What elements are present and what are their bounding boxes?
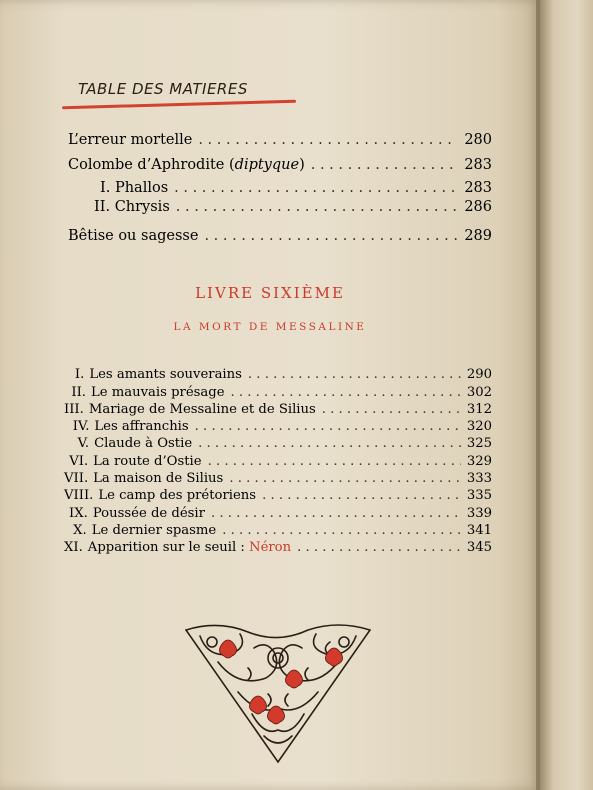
toc-entry: [68, 228, 492, 244]
chapter-title-text: La route d’Ostie: [93, 454, 202, 469]
chapter-page-number: 341: [466, 523, 492, 538]
dot-leader: [231, 385, 461, 400]
chapter-entry: [64, 540, 492, 555]
header-rule: [62, 100, 296, 110]
chapter-numeral: VII.: [64, 471, 89, 486]
toc-entry-title: Bêtise ou sagesse: [68, 228, 199, 244]
dot-leader: [198, 436, 461, 451]
toc-entry-title: [94, 199, 170, 215]
toc-entry-numeral: I.: [100, 180, 111, 196]
chapter-page-number: 302: [466, 385, 492, 400]
chapter-page-number: 339: [466, 506, 492, 521]
chapter-numeral: III.: [64, 402, 84, 417]
toc-page-number: 283: [464, 157, 492, 173]
dot-leader: [204, 228, 458, 244]
dot-leader: [229, 471, 461, 486]
book-section-subtitle: LA MORT DE MESSALINE: [173, 321, 367, 333]
chapter-title: [89, 367, 242, 382]
chapter-page-number: 290: [466, 367, 492, 382]
adjacent-page-edge: [540, 0, 593, 790]
chapter-page-number: 325: [466, 436, 492, 451]
chapter-entry: [64, 506, 492, 521]
chapter-page-number: 329: [466, 454, 492, 469]
chapter-numeral: IV.: [72, 419, 90, 434]
dot-leader: [208, 454, 461, 469]
chapter-entry: [64, 454, 492, 469]
toc-entry-title: L’erreur mortelle: [68, 132, 193, 148]
dot-leader: [311, 157, 459, 173]
chapter-entry: [64, 419, 492, 434]
chapter-title-text: Les affranchis: [94, 419, 189, 434]
chapter-title: [93, 454, 201, 469]
chapter-numeral: VIII.: [64, 488, 94, 503]
chapter-entry: [64, 471, 492, 486]
toc-page-number: 289: [464, 228, 492, 244]
chapter-numeral: X.: [73, 523, 87, 538]
toc-entry: [68, 132, 492, 148]
chapter-title: [94, 436, 192, 451]
chapter-title-rubric: Néron: [249, 540, 292, 555]
chapter-numeral: IX.: [69, 506, 88, 521]
dot-leader: [297, 540, 461, 555]
dot-leader: [174, 180, 458, 196]
chapter-entry: [64, 367, 492, 382]
toc-page-number: 286: [464, 199, 492, 215]
chapter-page-number: 345: [466, 540, 492, 555]
chapter-title-text: Claude à Ostie: [94, 436, 193, 451]
chapter-title-text: Poussée de désir: [92, 506, 205, 521]
chapter-title: [92, 523, 216, 538]
chapter-title: [91, 385, 225, 400]
toc-page-number: 283: [464, 180, 492, 196]
toc-entry-title-text: Colombe d’Aphrodite (: [68, 157, 235, 173]
dot-leader: [248, 367, 461, 382]
dot-leader: [195, 419, 461, 434]
chapter-title: [93, 506, 205, 521]
dot-leader: [176, 199, 459, 215]
chapter-numeral: XI.: [64, 540, 83, 555]
dot-leader: [222, 523, 461, 538]
dot-leader: [262, 488, 461, 503]
toc-entry-title: [100, 180, 168, 196]
chapter-numeral: V.: [77, 436, 90, 451]
chapter-numeral: I.: [74, 367, 85, 382]
toc-entry: [68, 157, 492, 173]
chapter-page-number: 333: [466, 471, 492, 486]
toc-entry-numeral: II.: [94, 199, 111, 215]
chapter-entry: [64, 488, 492, 503]
chapter-entry: [64, 436, 492, 451]
chapter-title: [89, 402, 316, 417]
toc-entry-title-end: ): [299, 157, 305, 173]
chapter-page-number: 320: [466, 419, 492, 434]
chapter-page-number: 312: [466, 402, 492, 417]
toc-entry: [100, 180, 492, 196]
dot-leader: [322, 402, 461, 417]
toc-entry-title-text: Chrysis: [114, 199, 170, 215]
chapter-title-text: Le mauvais présage: [90, 385, 225, 400]
chapter-title: [88, 540, 291, 555]
chapter-title: [93, 471, 223, 486]
chapter-title-text: Le dernier spasme: [91, 523, 217, 538]
chapter-title-text: Le camp des prétoriens: [98, 488, 257, 503]
chapter-numeral: II.: [71, 385, 86, 400]
chapter-entry: [64, 523, 492, 538]
chapter-numeral: VI.: [69, 454, 89, 469]
toc-entry-title-text: Phallos: [114, 180, 169, 196]
chapter-title: [98, 488, 256, 503]
running-header: TABLE DES MATIERES: [78, 80, 248, 98]
toc-entry: [94, 199, 492, 215]
chapter-entry: [64, 385, 492, 400]
chapter-entry: [64, 402, 492, 417]
toc-entry-title-italic: diptyque: [234, 157, 300, 173]
chapter-title-text: Les amants souverains: [89, 367, 242, 382]
dot-leader: [211, 506, 461, 521]
toc-entry-title: [68, 157, 305, 173]
toc-page-number: 280: [464, 132, 492, 148]
chapter-page-number: 335: [466, 488, 492, 503]
dot-leader: [198, 132, 458, 148]
chapter-title: [94, 419, 188, 434]
chapter-title-text: Mariage de Messaline et de Silius: [88, 402, 316, 417]
chapter-title-text: La maison de Silius: [93, 471, 224, 486]
chapter-title-text: Apparition sur le seuil :: [87, 540, 250, 555]
floral-cul-de-lampe-icon: [178, 618, 378, 766]
book-section-title: LIVRE SIXIÈME: [195, 284, 345, 302]
